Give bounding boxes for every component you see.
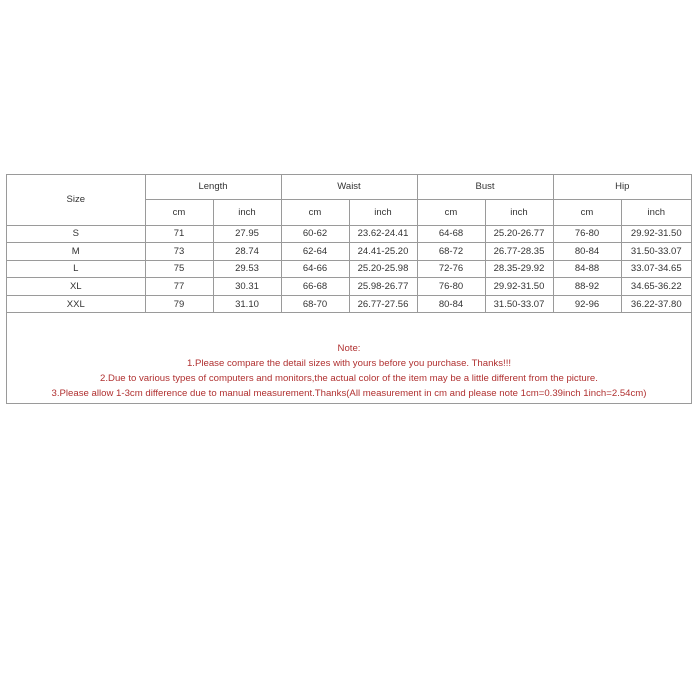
table-cell: 24.41-25.20 (349, 243, 417, 261)
size-cell: M (7, 243, 145, 261)
table-cell: 72-76 (417, 260, 485, 278)
table-cell: 25.20-26.77 (485, 225, 553, 243)
table-row (7, 260, 691, 278)
table-cell: 77 (145, 278, 213, 296)
table-row (7, 278, 691, 296)
table-cell: 71 (145, 225, 213, 243)
note-title: Note: (337, 343, 361, 354)
table-cell: 31.50-33.07 (621, 243, 691, 261)
table-cell: 68-70 (281, 295, 349, 313)
table-cell: 30.31 (213, 278, 281, 296)
table-cell: 68-72 (417, 243, 485, 261)
table-cell: 25.20-25.98 (349, 260, 417, 278)
unit-header: cm (417, 199, 485, 225)
table-cell: 34.65-36.22 (621, 278, 691, 296)
note-line-3: 3.Please allow 1-3cm difference due to manual measurement.Thanks(All measurement in cm and please note 1cm=0.39inch 1inch=2.54cm) (51, 388, 647, 399)
table-cell: 76-80 (417, 278, 485, 296)
size-cell: XL (7, 278, 145, 296)
unit-header: cm (145, 199, 213, 225)
unit-header: inch (485, 199, 553, 225)
unit-header: inch (621, 199, 691, 225)
table-cell: 73 (145, 243, 213, 261)
table-cell: 29.92-31.50 (621, 225, 691, 243)
note-line-2: 2.Due to various types of computers and monitors,the actual color of the item may be a little different from the picture. (100, 373, 598, 384)
size-cell: S (7, 225, 145, 243)
size-column-header: Size (7, 175, 145, 225)
bust-group-header: Bust (417, 175, 553, 199)
unit-header: inch (213, 199, 281, 225)
table-cell: 28.35-29.92 (485, 260, 553, 278)
table-cell: 25.98-26.77 (349, 278, 417, 296)
table-cell: 79 (145, 295, 213, 313)
table-cell: 26.77-27.56 (349, 295, 417, 313)
note-line-1: 1.Please compare the detail sizes with yours before you purchase. Thanks!!! (186, 358, 512, 369)
table-cell: 31.50-33.07 (485, 295, 553, 313)
table-cell: 23.62-24.41 (349, 225, 417, 243)
table-cell: 36.22-37.80 (621, 295, 691, 313)
table-cell: 66-68 (281, 278, 349, 296)
table-cell: 29.53 (213, 260, 281, 278)
length-group-header: Length (145, 175, 281, 199)
hip-group-header: Hip (553, 175, 691, 199)
table-cell: 75 (145, 260, 213, 278)
table-cell: 76-80 (553, 225, 621, 243)
table-cell: 62-64 (281, 243, 349, 261)
table-header-row (7, 175, 691, 199)
table-cell: 80-84 (553, 243, 621, 261)
table-cell: 88-92 (553, 278, 621, 296)
table-cell: 64-66 (281, 260, 349, 278)
waist-group-header: Waist (281, 175, 417, 199)
unit-header: cm (281, 199, 349, 225)
table-cell: 80-84 (417, 295, 485, 313)
table-cell: 28.74 (213, 243, 281, 261)
table-cell: 31.10 (213, 295, 281, 313)
table-row (7, 243, 691, 261)
table-cell: 84-88 (553, 260, 621, 278)
table-row (7, 295, 691, 313)
table-cell: 33.07-34.65 (621, 260, 691, 278)
table-cell: 27.95 (213, 225, 281, 243)
unit-header: inch (349, 199, 417, 225)
unit-header: cm (553, 199, 621, 225)
size-table (7, 175, 691, 313)
size-cell: XXL (7, 295, 145, 313)
table-cell: 60-62 (281, 225, 349, 243)
table-cell: 26.77-28.35 (485, 243, 553, 261)
table-cell: 29.92-31.50 (485, 278, 553, 296)
table-cell: 64-68 (417, 225, 485, 243)
table-row (7, 225, 691, 243)
size-cell: L (7, 260, 145, 278)
table-cell: 92-96 (553, 295, 621, 313)
notes-section (7, 341, 691, 401)
size-chart (6, 174, 692, 404)
